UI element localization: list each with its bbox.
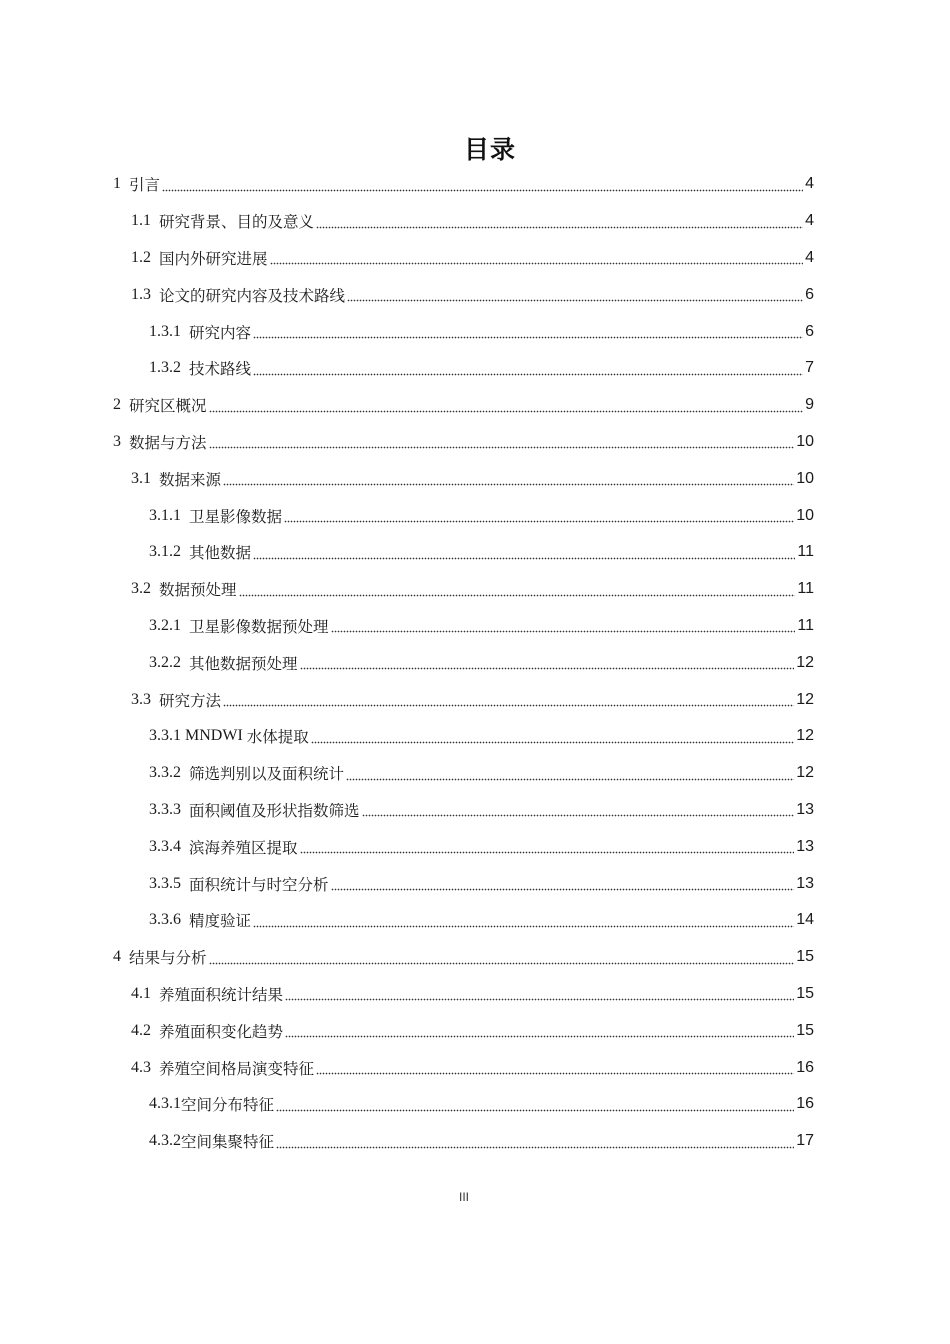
dot-leader [253, 327, 803, 339]
toc-entry-title: 面积阈值及形状指数筛选 [189, 801, 360, 820]
toc-entry-number: 3.1.1 [149, 506, 181, 524]
toc-entry-number: 4.1 [131, 984, 151, 1002]
toc-entry-number: 3 [113, 432, 121, 450]
toc-entry-title: 精度验证 [189, 912, 252, 931]
toc-entry-title: 养殖面积变化趋势 [159, 1022, 284, 1041]
toc-entry[interactable] [0, 1012, 814, 1049]
toc-entry-title: 数据预处理 [159, 581, 237, 600]
toc-entry-title: 数据来源 [159, 470, 222, 489]
toc-entry-title: 研究背景、目的及意义 [159, 213, 315, 232]
toc-entry-title: 其他数据预处理 [189, 654, 298, 673]
toc-entry[interactable] [0, 608, 814, 645]
toc-entry-page-number: 4 [805, 212, 814, 230]
toc-entry-title: 研究内容 [189, 323, 252, 342]
page-title: 目录 [463, 135, 516, 164]
toc-entry[interactable] [0, 313, 814, 350]
toc-entry-page-number: 15 [796, 1021, 814, 1039]
dot-leader [223, 695, 794, 707]
dot-leader [276, 1137, 794, 1149]
toc-entry-number: 2 [113, 396, 121, 414]
dot-leader [346, 769, 794, 781]
toc-entry-title: 水体提取 [246, 728, 309, 747]
toc-entry-number: 3.3.1 MNDWI [149, 727, 243, 745]
toc-entry-number: 3.3 [131, 690, 151, 708]
toc-entry-page-number: 11 [797, 543, 814, 561]
toc-entry-title: 国内外研究进展 [159, 249, 268, 268]
toc-entry-title: 空间集聚特征 [181, 1133, 275, 1152]
toc-entry[interactable] [0, 939, 814, 976]
toc-entry-title: 卫星影像数据 [189, 507, 283, 526]
toc-entry[interactable] [0, 902, 814, 939]
toc-entry[interactable] [0, 1086, 814, 1123]
dot-leader [284, 511, 794, 523]
dot-leader [276, 1100, 794, 1112]
toc-entry-page-number: 7 [805, 359, 814, 377]
toc-entry-number: 3.3.3 [149, 800, 181, 818]
toc-entry-number: 1.3.2 [149, 359, 181, 377]
toc-entry-page-number: 4 [805, 175, 814, 193]
toc-entry-number: 3.2.2 [149, 653, 181, 671]
toc-entry-title: 研究区概况 [129, 397, 207, 416]
toc-entry[interactable] [0, 644, 814, 681]
dot-leader [239, 585, 796, 597]
toc-entry-page-number: 11 [797, 616, 814, 634]
toc-entry[interactable] [0, 166, 814, 203]
toc-entry-page-number: 13 [796, 800, 814, 818]
toc-entry[interactable] [0, 976, 814, 1013]
toc-entry-number: 3.2 [131, 580, 151, 598]
toc-entry-number: 1.2 [131, 248, 151, 266]
dot-leader [223, 474, 794, 486]
toc-entry-page-number: 10 [796, 469, 814, 487]
toc-entry-number: 4.3 [131, 1058, 151, 1076]
toc-entry[interactable] [0, 571, 814, 608]
toc-entry-page-number: 12 [796, 690, 814, 708]
dot-leader [300, 842, 795, 854]
toc-entry-title: 滨海养殖区提取 [189, 838, 298, 857]
page-number: III [458, 1190, 469, 1204]
toc-entry-page-number: 16 [796, 1095, 814, 1113]
toc-entry[interactable] [0, 497, 814, 534]
toc-entry[interactable] [0, 424, 814, 461]
dot-leader [316, 1063, 794, 1075]
toc-entry[interactable] [0, 387, 814, 424]
toc-entry[interactable] [0, 240, 814, 277]
toc-entry[interactable] [0, 1049, 814, 1086]
dot-leader [162, 180, 803, 192]
toc-entry-page-number: 15 [796, 948, 814, 966]
toc-entry-number: 3.1.2 [149, 543, 181, 561]
toc-entry-page-number: 6 [805, 285, 814, 303]
toc-entry-page-number: 16 [796, 1058, 814, 1076]
table-of-contents [0, 166, 950, 1160]
toc-entry-number: 1.3.1 [149, 322, 181, 340]
toc-entry-title: 数据与方法 [129, 433, 207, 452]
toc-entry-page-number: 6 [805, 322, 814, 340]
toc-entry[interactable] [0, 755, 814, 792]
toc-entry[interactable] [0, 865, 814, 902]
toc-entry[interactable] [0, 718, 814, 755]
toc-entry[interactable] [0, 460, 814, 497]
toc-entry-title: 引言 [129, 176, 161, 195]
toc-entry-page-number: 4 [805, 248, 814, 266]
dot-leader [331, 621, 796, 633]
dot-leader [331, 879, 795, 891]
toc-entry-page-number: 15 [796, 984, 814, 1002]
dot-leader [347, 290, 803, 302]
toc-entry-page-number: 13 [796, 837, 814, 855]
dot-leader [209, 401, 804, 413]
toc-entry-title: 面积统计与时空分析 [189, 875, 329, 894]
toc-entry-number: 3.1 [131, 469, 151, 487]
toc-entry-title: 论文的研究内容及技术路线 [159, 286, 346, 305]
toc-entry-title: 空间分布特征 [181, 1096, 275, 1115]
dot-leader [270, 253, 804, 265]
toc-entry-title: 养殖空间格局演变特征 [159, 1059, 315, 1078]
toc-entry-title: 养殖面积统计结果 [159, 985, 284, 1004]
toc-entry[interactable] [0, 534, 814, 571]
toc-entry[interactable] [0, 792, 814, 829]
toc-entry-page-number: 10 [796, 432, 814, 450]
dot-leader [362, 805, 795, 817]
toc-entry-number: 3.2.1 [149, 616, 181, 634]
toc-entry[interactable] [0, 203, 814, 240]
dot-leader [300, 658, 795, 670]
toc-entry-page-number: 11 [797, 580, 814, 598]
toc-entry-page-number: 12 [796, 653, 814, 671]
toc-entry-number: 1.1 [131, 212, 151, 230]
dot-leader [209, 953, 795, 965]
toc-entry-page-number: 13 [796, 874, 814, 892]
toc-entry-number: 4.3.1 [149, 1095, 181, 1113]
toc-entry-page-number: 17 [796, 1132, 814, 1150]
toc-entry-page-number: 14 [796, 911, 814, 929]
toc-entry-number: 4.2 [131, 1021, 151, 1039]
toc-entry[interactable] [0, 828, 814, 865]
dot-leader [253, 364, 803, 376]
toc-entry-number: 4 [113, 948, 121, 966]
toc-entry-title: 筛选判别以及面积统计 [189, 765, 345, 784]
toc-entry-number: 1 [113, 175, 121, 193]
dot-leader [253, 916, 794, 928]
toc-entry[interactable] [0, 681, 814, 718]
toc-entry-number: 1.3 [131, 285, 151, 303]
dot-leader [285, 1026, 794, 1038]
toc-entry-number: 3.3.2 [149, 764, 181, 782]
toc-entry-page-number: 9 [805, 396, 814, 414]
toc-entry-number: 3.3.5 [149, 874, 181, 892]
toc-entry[interactable] [0, 350, 814, 387]
dot-leader [285, 989, 794, 1001]
toc-entry-page-number: 10 [796, 506, 814, 524]
toc-entry-title: 技术路线 [189, 360, 252, 379]
toc-entry-page-number: 12 [796, 764, 814, 782]
toc-entry-title: 研究方法 [159, 691, 222, 710]
dot-leader [316, 217, 803, 229]
toc-entry-number: 3.3.4 [149, 837, 181, 855]
toc-entry-title: 卫星影像数据预处理 [189, 617, 329, 636]
dot-leader [311, 732, 794, 744]
toc-entry[interactable] [0, 276, 814, 313]
toc-entry-number: 4.3.2 [149, 1132, 181, 1150]
dot-leader [253, 548, 795, 560]
toc-entry-number: 3.3.6 [149, 911, 181, 929]
toc-entry-page-number: 12 [796, 727, 814, 745]
dot-leader [209, 437, 795, 449]
toc-entry[interactable] [0, 1123, 814, 1160]
toc-entry-title: 其他数据 [189, 544, 252, 563]
toc-entry-title: 结果与分析 [129, 949, 207, 968]
